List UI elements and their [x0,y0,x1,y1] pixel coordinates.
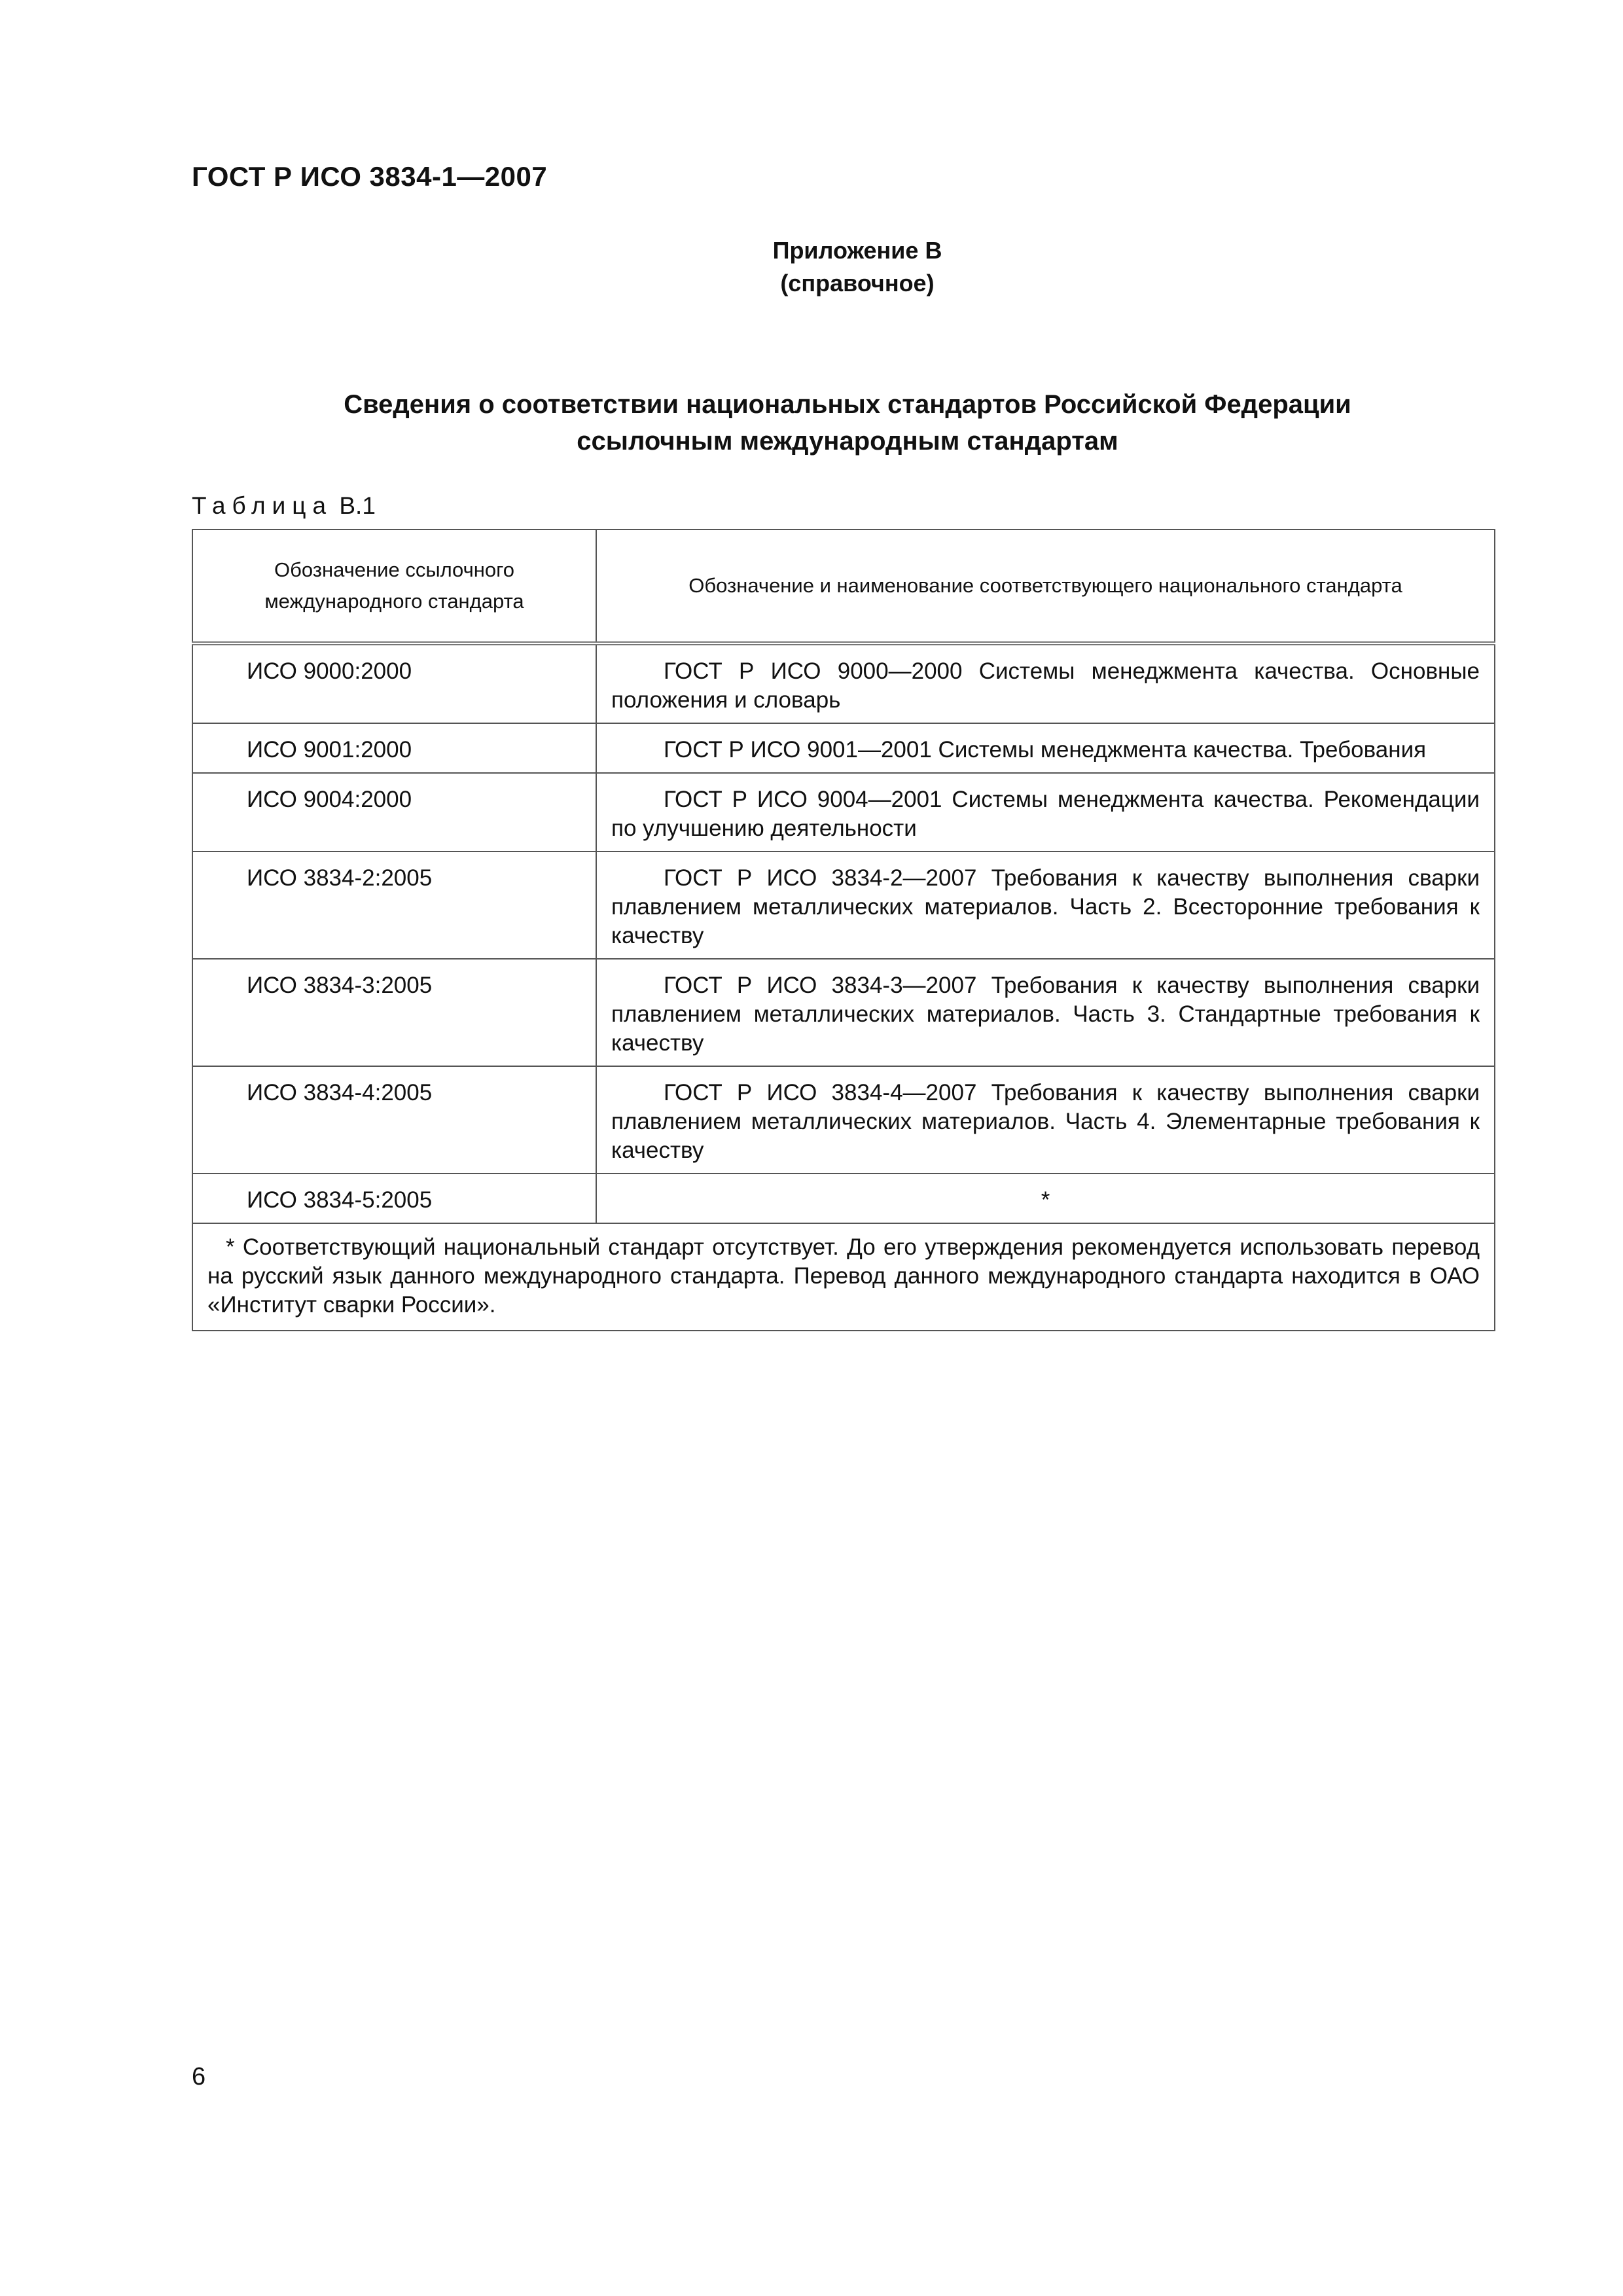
intl-standard-cell: ИСО 9004:2000 [192,773,596,852]
intl-standard-cell: ИСО 9001:2000 [192,723,596,773]
national-standard-cell: ГОСТ Р ИСО 3834-2—2007 Требования к качеству выполнения сварки плавлением металлических материалов. Часть 2. Всесторонние требования к качеству [596,852,1495,959]
table-row [192,643,1495,723]
table-caption-word: Таблица [192,492,333,519]
intl-standard-cell: ИСО 3834-2:2005 [192,852,596,959]
appendix-heading [674,234,1041,300]
intl-standard-cell: ИСО 9000:2000 [192,643,596,723]
page-number: 6 [192,2063,206,2090]
header-international-standard: Обозначение ссылочного международного стандарта [192,529,596,643]
header-national-standard: Обозначение и наименование соответствующего национального стандарта [596,529,1495,643]
table-row [192,852,1495,959]
appendix-title: Приложение В [772,237,942,264]
standards-table [192,529,1495,1331]
document-code: ГОСТ Р ИСО 3834-1—2007 [192,161,548,192]
national-standard-cell: ГОСТ Р ИСО 3834-4—2007 Требования к качеству выполнения сварки плавлением металлических материалов. Часть 4. Элементарные требования к качеству [596,1066,1495,1174]
national-standard-cell: ГОСТ Р ИСО 9004—2001 Системы менеджмента качества. Рекомендации по улучшению деятельности [596,773,1495,852]
table-caption [192,492,376,520]
table-row [192,723,1495,773]
table-footnote-row [192,1223,1495,1331]
national-standard-cell: * [596,1174,1495,1223]
section-title-line-1: Сведения о соответствии национальных стандартов Российской Федерации [344,390,1351,419]
table-header-row [192,529,1495,643]
table-row [192,1174,1495,1223]
table-row [192,773,1495,852]
table-footnote: * Соответствующий национальный стандарт отсутствует. До его утверждения рекомендуется использовать перевод на русский язык данного международного стандарта. Перевод данного международного стандарта находится в ОАО «Институт сварки России». [192,1223,1495,1331]
section-title-line-2: ссылочным международным стандартам [577,427,1118,456]
intl-standard-cell: ИСО 3834-5:2005 [192,1174,596,1223]
national-standard-cell: ГОСТ Р ИСО 9000—2000 Системы менеджмента качества. Основные положения и словарь [596,643,1495,723]
section-title [196,386,1499,459]
table-caption-number: В.1 [339,492,376,519]
national-standard-cell: ГОСТ Р ИСО 9001—2001 Системы менеджмента качества. Требования [596,723,1495,773]
table-row [192,959,1495,1066]
intl-standard-cell: ИСО 3834-3:2005 [192,959,596,1066]
intl-standard-cell: ИСО 3834-4:2005 [192,1066,596,1174]
table-row [192,1066,1495,1174]
appendix-subtitle: (справочное) [780,270,935,296]
national-standard-cell: ГОСТ Р ИСО 3834-3—2007 Требования к качеству выполнения сварки плавлением металлических материалов. Часть 3. Стандартные требования к качеству [596,959,1495,1066]
